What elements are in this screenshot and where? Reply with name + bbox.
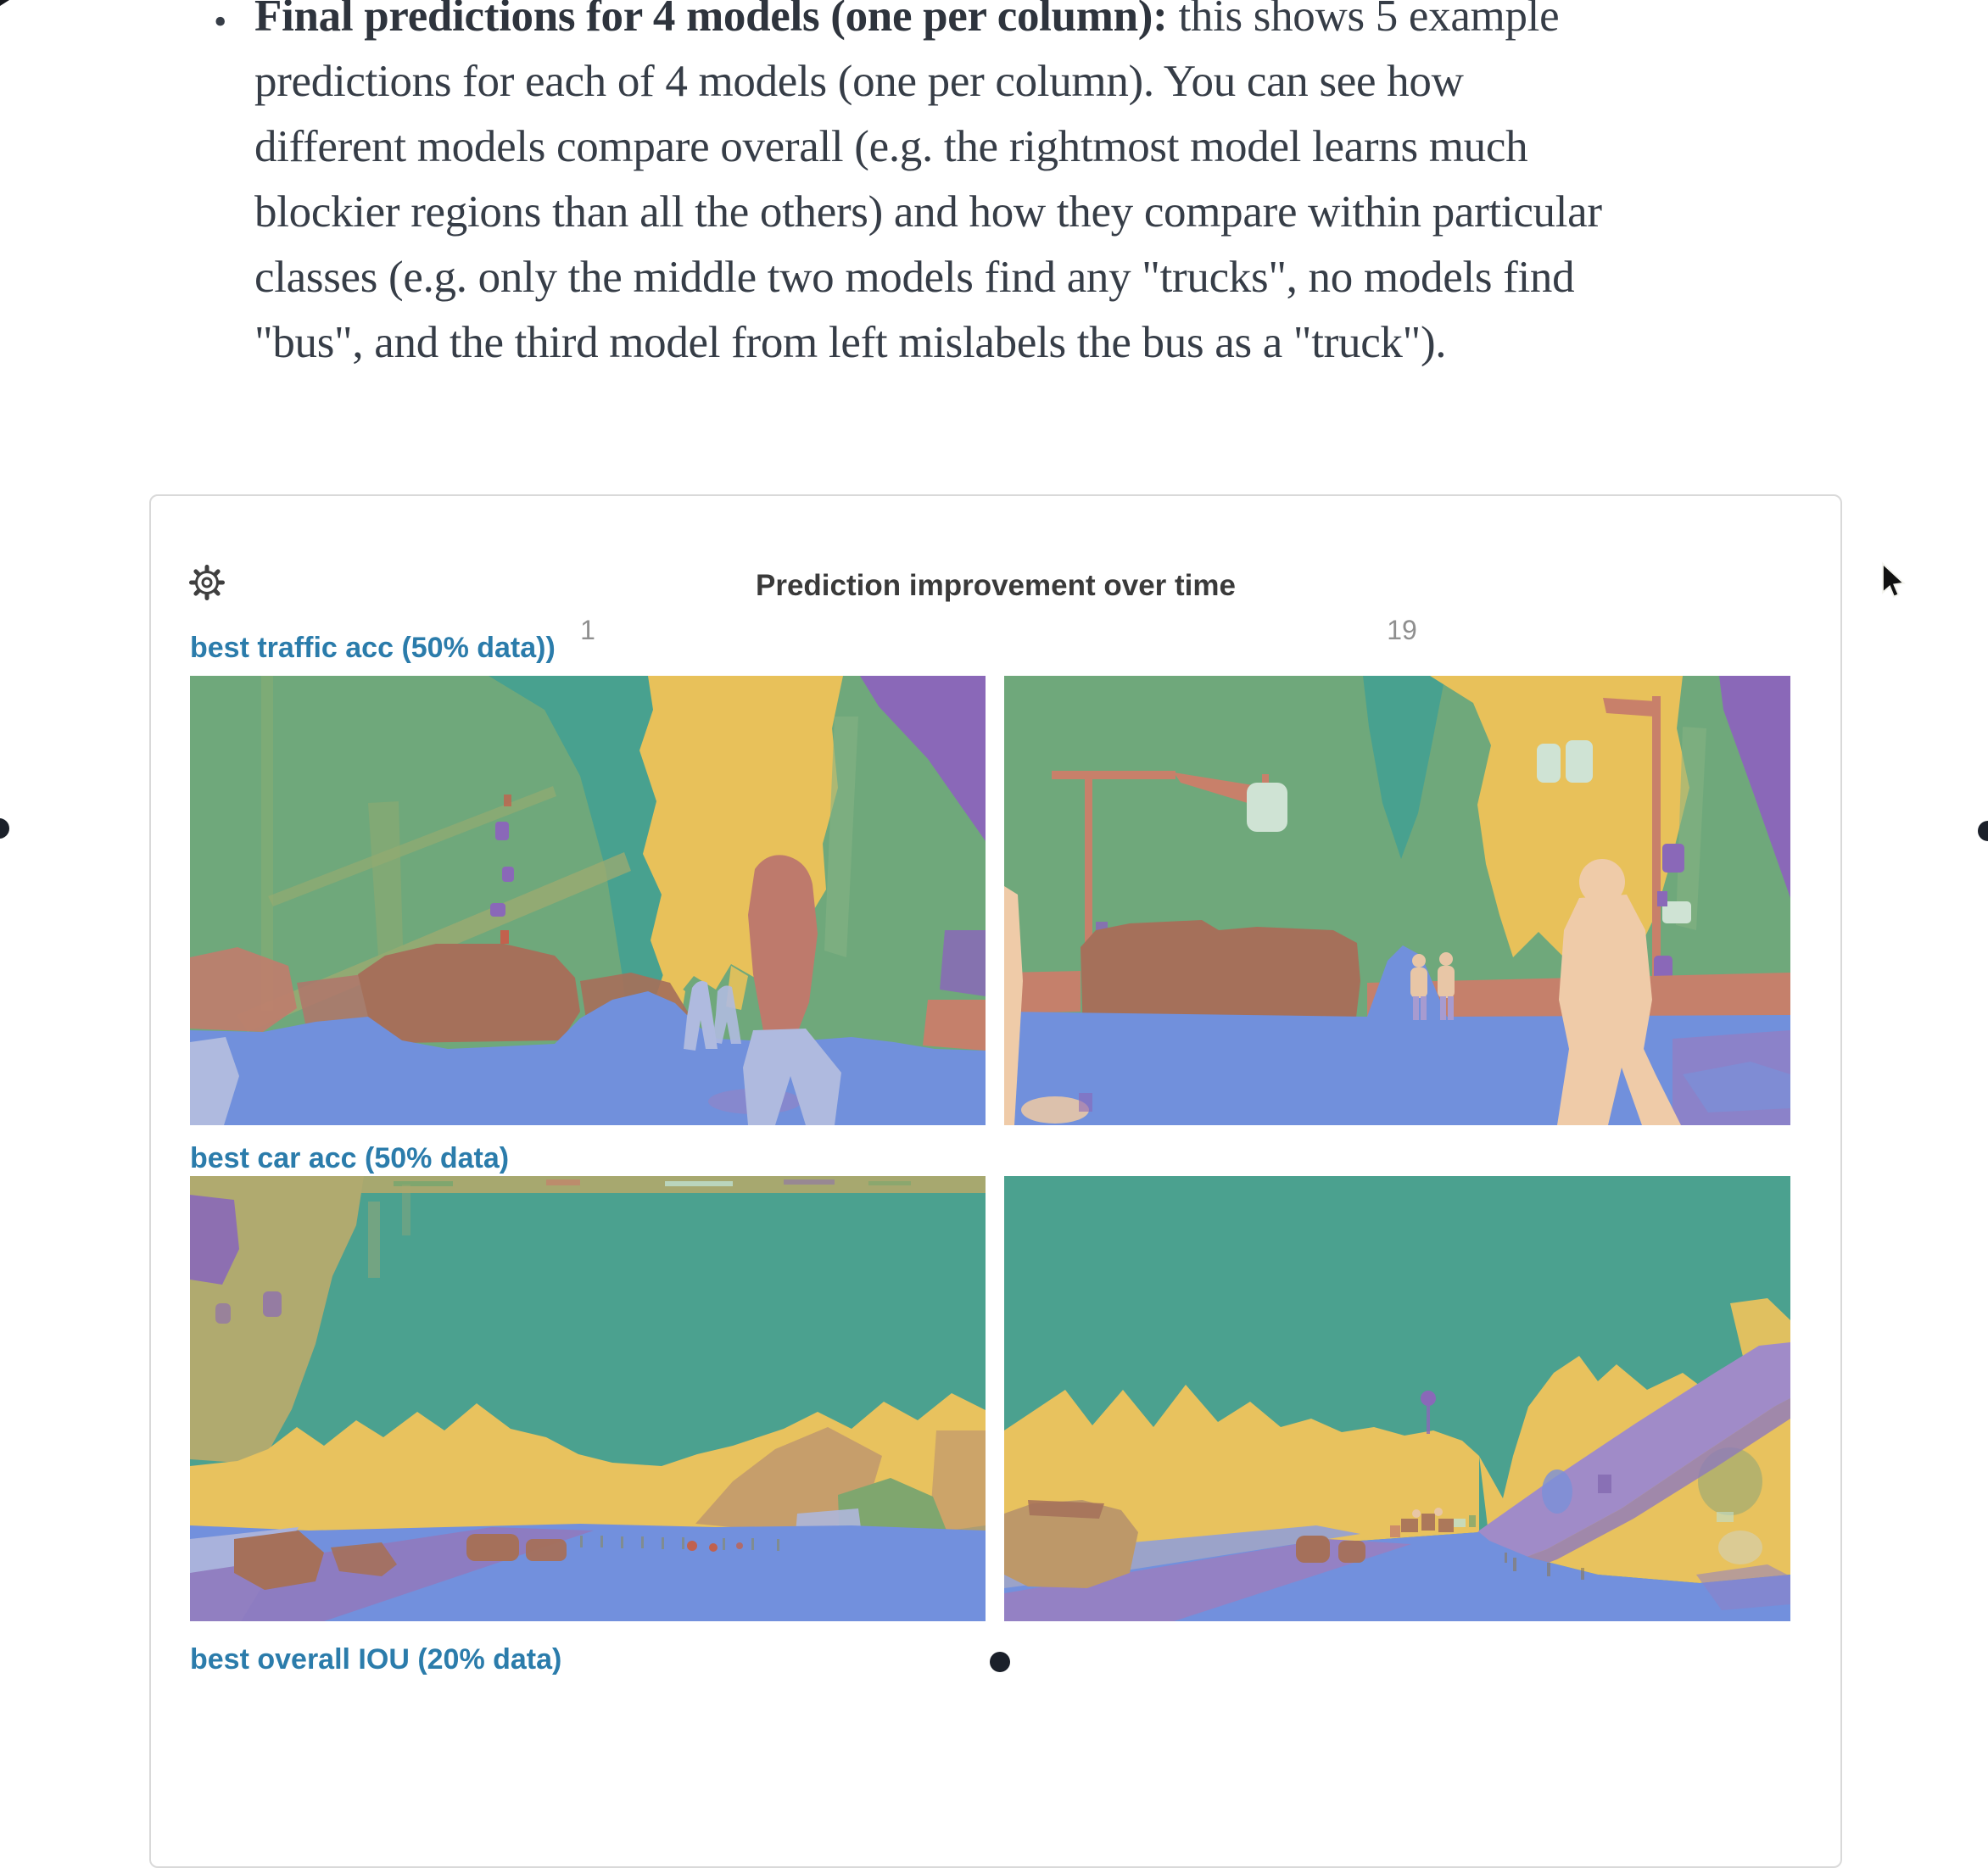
intro-lead-bold: Final predictions for 4 models (one per column): xyxy=(254,0,1168,41)
list-bullet: • xyxy=(214,1,227,42)
segmentation-image-row2-step1[interactable] xyxy=(190,1176,986,1621)
run-label-best-car-acc[interactable]: best car acc (50% data) xyxy=(190,1142,510,1174)
intro-line-3: different models compare overall (e.g. the rightmost model learns much xyxy=(254,122,1528,171)
segmentation-image-row1-step19[interactable] xyxy=(1004,676,1790,1125)
corner-artifact xyxy=(0,0,9,6)
intro-line-4: blockier regions than all the others) and how they compare within particular xyxy=(254,187,1602,237)
intro-line-6: "bus", and the third model from left mislabels the bus as a "truck"). xyxy=(254,318,1447,367)
run-label-best-traffic-acc[interactable]: best traffic acc (50% data)) xyxy=(190,632,556,664)
run-label-best-overall-iou[interactable]: best overall IOU (20% data) xyxy=(190,1643,562,1676)
mouse-cursor-icon xyxy=(1876,561,1913,602)
region-car-brown xyxy=(358,944,580,1043)
segmentation-image-row2-step19[interactable] xyxy=(1004,1176,1790,1621)
intro-line-2: predictions for each of 4 models (one per column). You can see how xyxy=(254,57,1464,106)
intro-line-5: classes (e.g. only the middle two models find any "trucks", no models find xyxy=(254,253,1575,302)
step-label-1: 1 xyxy=(580,615,595,645)
segmentation-image-row1-step1[interactable] xyxy=(190,676,986,1125)
intro-line-1: Final predictions for 4 models (one per column): this shows 5 example xyxy=(254,0,1925,49)
step-label-19: 19 xyxy=(1387,615,1417,645)
left-edge-dot xyxy=(0,818,9,839)
intro-paragraph xyxy=(212,0,1925,376)
bottom-edge-dot xyxy=(990,1652,1010,1672)
panel-title: Prediction improvement over time xyxy=(756,569,1236,602)
right-edge-dot xyxy=(1978,821,1988,841)
